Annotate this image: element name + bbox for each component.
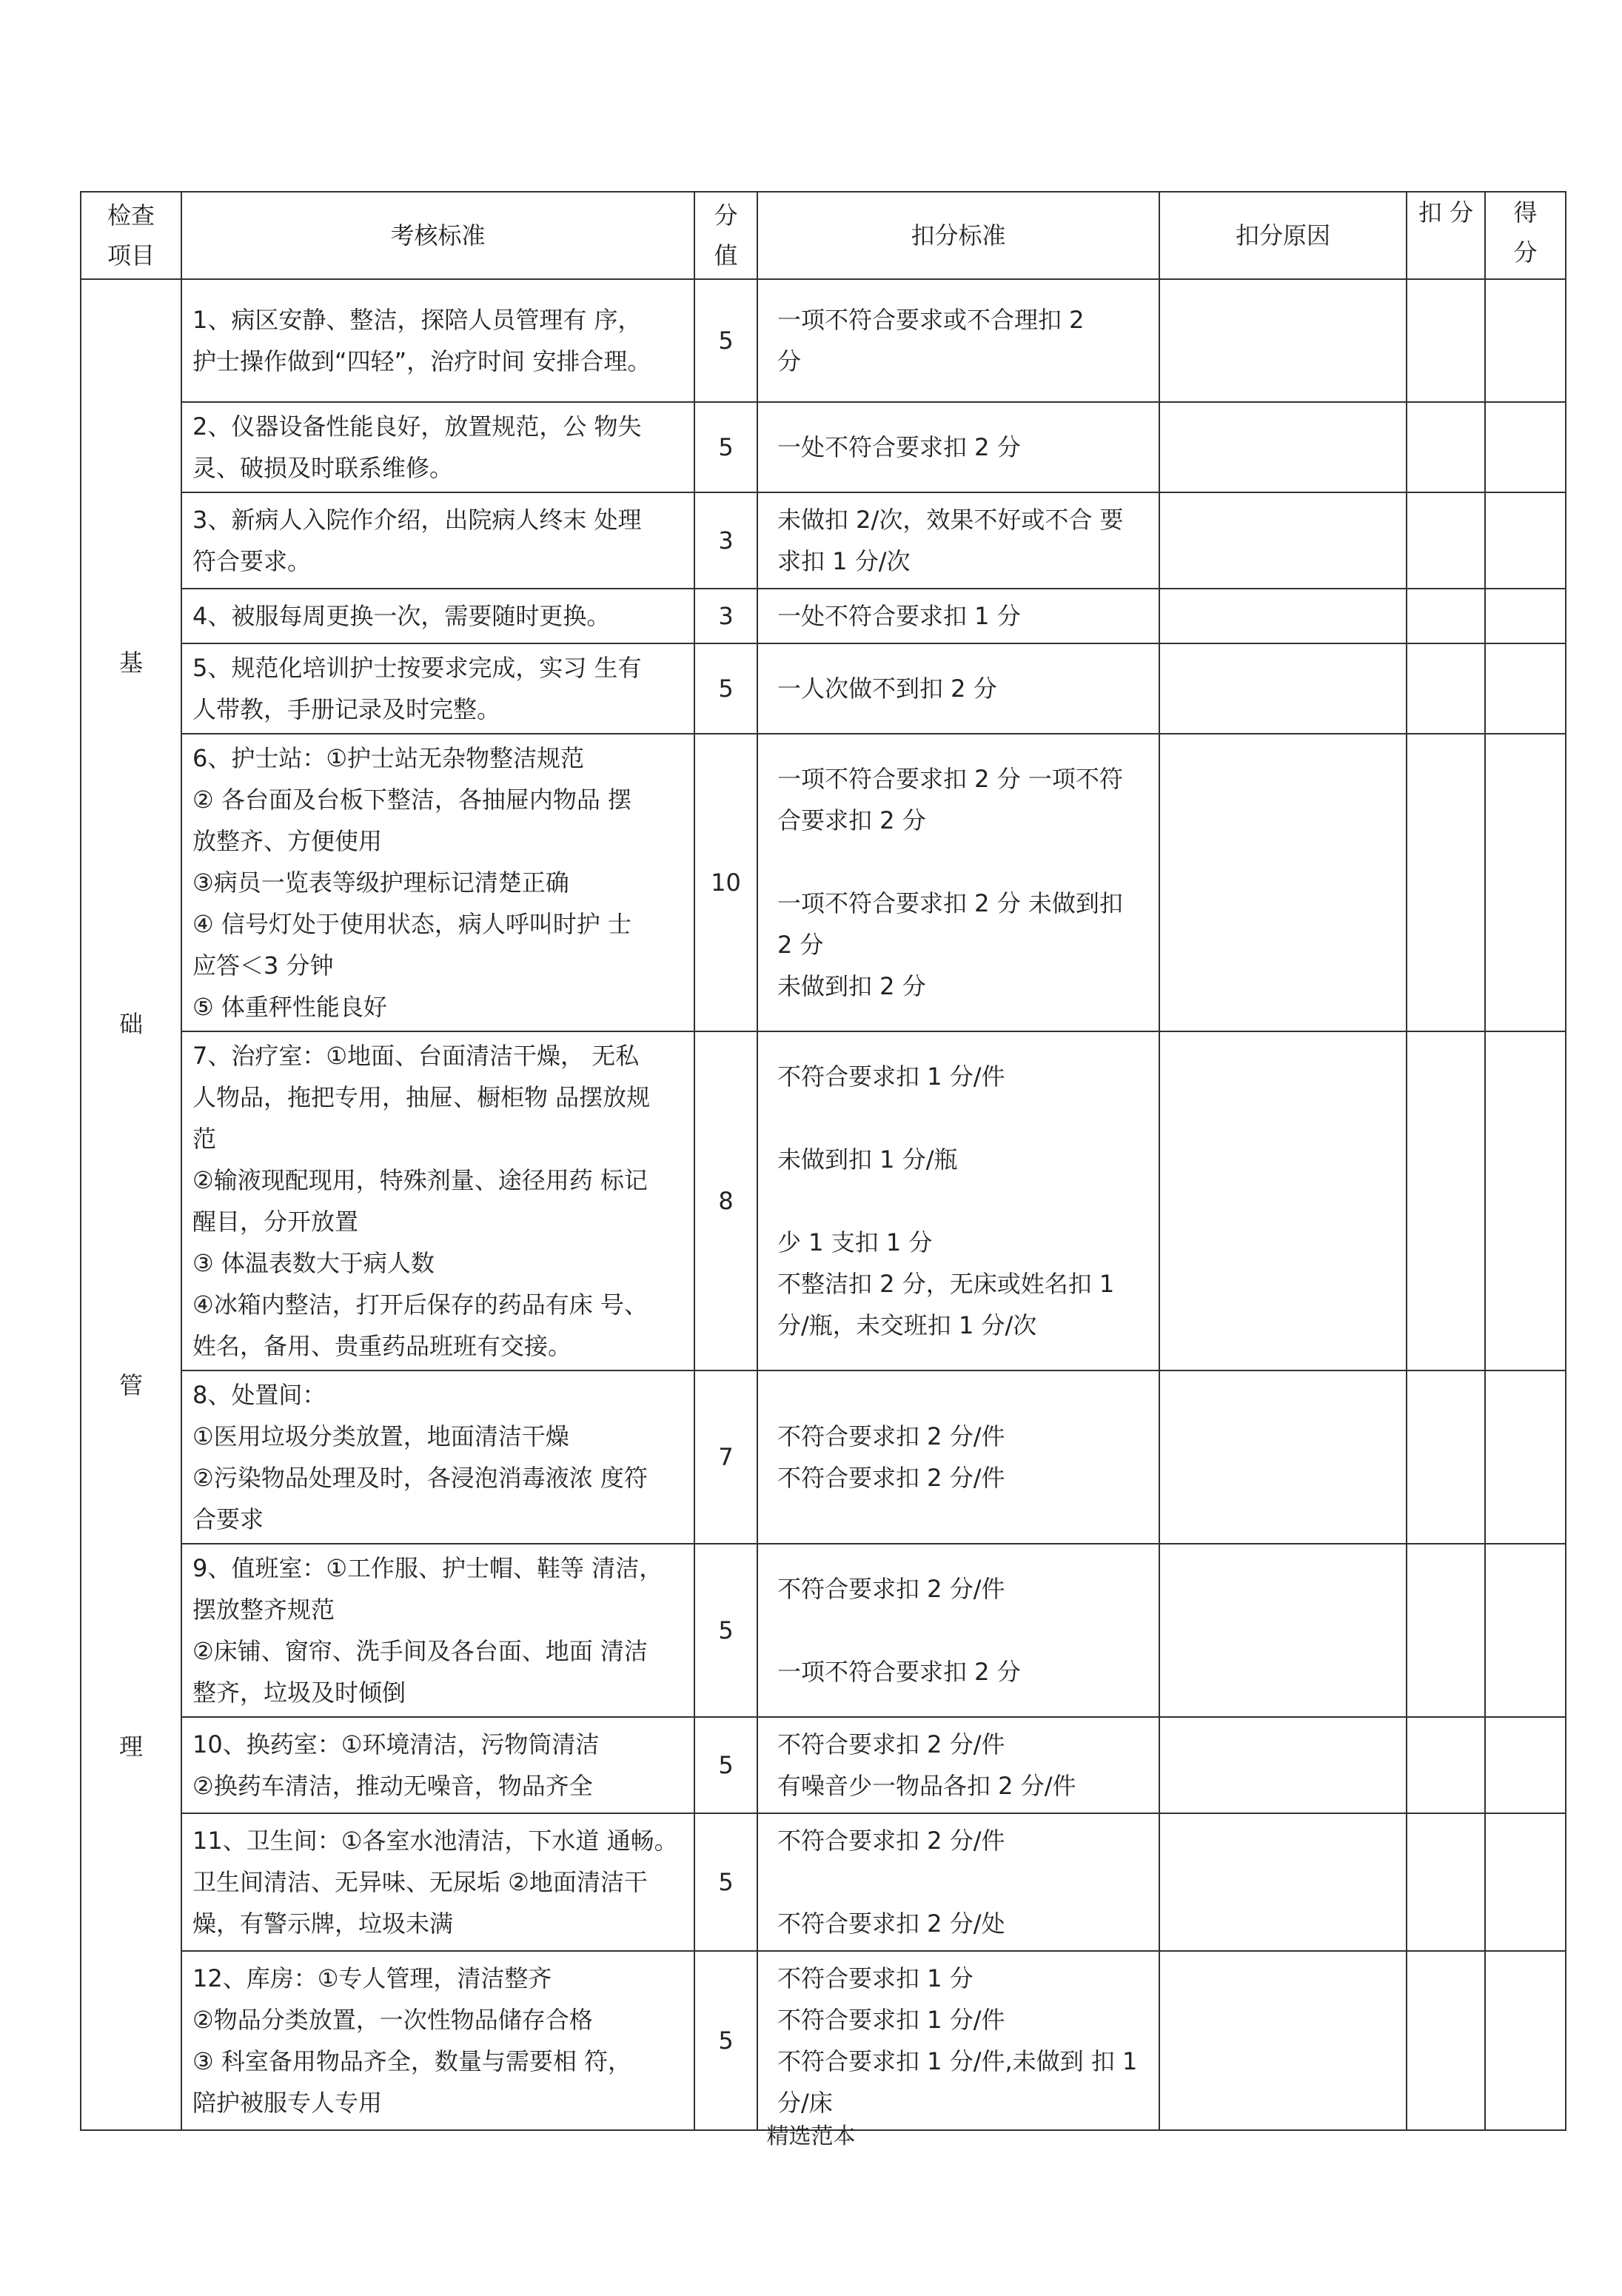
deduct-line: 不符合要求扣 2 分/件 [777,1827,1005,1855]
deduct-standard-cell [757,1813,1159,1951]
table-row [81,589,1566,643]
deduct-line: 不符合要求扣 1 分/件,未做到 扣 1 [777,2047,1138,2075]
deduct-line [777,1097,1150,1139]
standard-line: 5、规范化培训护士按要求完成，实习 生有 [192,654,642,682]
standard-cell [181,402,694,492]
score-cell: 3 [694,589,757,643]
deduct-reason-cell[interactable] [1159,492,1407,589]
deduct-line [777,1861,1150,1903]
deduct-line: 一项不符合要求扣 2 分 未做到扣 [777,889,1123,917]
deduct-line: 分 [777,347,802,375]
category-char: 础 [118,1010,143,1038]
standard-line: 7、治疗室：①地面、台面清洁干燥， 无私 [192,1042,640,1070]
header-deduct-standard: 扣分标准 [757,192,1159,279]
standard-line: 符合要求。 [192,547,312,575]
score-cell: 5 [694,643,757,734]
get-points-cell[interactable] [1485,1544,1566,1717]
deduct-line: 有噪音少一物品各扣 2 分/件 [777,1772,1076,1800]
deduct-line [777,1610,1150,1651]
deduct-reason-cell[interactable] [1159,643,1407,734]
table-row [81,1370,1566,1544]
deduct-reason-cell[interactable] [1159,1951,1407,2130]
table-row [81,402,1566,492]
deduct-standard-cell [757,643,1159,734]
deduct-line: 未做扣 2/次，效果不好或不合 要 [777,506,1124,534]
deduct-standard-cell [757,1717,1159,1813]
deduct-line: 不符合要求扣 1 分/件 [777,2006,1005,2034]
standard-cell [181,1813,694,1951]
header-get: 得 分 [1485,192,1566,279]
deduct-standard-cell [757,492,1159,589]
get-points-cell[interactable] [1485,1370,1566,1544]
deduct-points-cell[interactable] [1407,1717,1485,1813]
standard-line: ⑤ 体重秤性能良好 [192,993,387,1021]
get-points-cell[interactable] [1485,1717,1566,1813]
standard-cell [181,1031,694,1370]
deduct-points-cell[interactable] [1407,1951,1485,2130]
table-row [81,279,1566,402]
get-points-cell[interactable] [1485,1813,1566,1951]
standard-line: 护士操作做到“四轻”，治疗时间 安排合理。 [192,347,651,375]
standard-line: ② 各台面及台板下整洁，各抽屉内物品 摆 [192,786,632,814]
category-char: 基 [118,649,143,677]
deduct-reason-cell[interactable] [1159,1031,1407,1370]
deduct-reason-cell[interactable] [1159,1813,1407,1951]
get-points-cell[interactable] [1485,734,1566,1031]
standard-line: 10、换药室：①环境清洁，污物筒清洁 [192,1730,600,1758]
deduct-reason-cell[interactable] [1159,1370,1407,1544]
header-item: 检查 项目 [81,192,181,279]
category-char: 理 [118,1733,143,1761]
get-points-cell[interactable] [1485,1031,1566,1370]
deduct-reason-cell[interactable] [1159,1717,1407,1813]
get-points-cell[interactable] [1485,1951,1566,2130]
standard-line: 11、卫生间：①各室水池清洁，下水道 通畅。 [192,1827,678,1855]
deduct-reason-cell[interactable] [1159,279,1407,402]
category-label [81,642,181,1767]
standard-line: 1、病区安静、整洁，探陪人员管理有 序， [192,306,642,334]
standard-line: ③病员一览表等级护理标记清楚正确 [192,868,569,897]
deduct-standard-cell [757,1370,1159,1544]
deduct-reason-cell[interactable] [1159,589,1407,643]
header-standard: 考核标准 [181,192,694,279]
standard-line: ②物品分类放置，一次性物品储存合格 [192,2006,593,2034]
get-points-cell[interactable] [1485,492,1566,589]
standard-line: 范 [192,1125,217,1153]
deduct-line: 少 1 支扣 1 分 [777,1228,933,1256]
deduct-standard-cell [757,589,1159,643]
deduct-line [777,1180,1150,1222]
deduct-line: 不符合要求扣 2 分/件 [777,1575,1005,1603]
deduct-line: 一项不符合要求扣 2 分 [777,1658,1021,1686]
score-cell: 7 [694,1370,757,1544]
deduct-line: 不符合要求扣 2 分/件 [777,1730,1005,1758]
deduct-line: 未做到扣 1 分/瓶 [777,1145,958,1174]
deduct-line: 一处不符合要求扣 2 分 [777,433,1021,461]
standard-line: 合要求 [192,1505,264,1533]
deduct-points-cell[interactable] [1407,1813,1485,1951]
standard-line: 摆放整齐规范 [192,1596,335,1624]
standard-cell [181,1544,694,1717]
deduct-points-cell[interactable] [1407,643,1485,734]
score-cell: 5 [694,1951,757,2130]
standard-line: 燥，有警示牌，垃圾未满 [192,1910,454,1938]
get-points-cell[interactable] [1485,589,1566,643]
deduct-line: 分/瓶，未交班扣 1 分/次 [777,1311,1037,1339]
standard-line: 姓名，备用、贵重药品班班有交接。 [192,1332,572,1360]
score-cell: 5 [694,279,757,402]
get-points-cell[interactable] [1485,643,1566,734]
table-row [81,1717,1566,1813]
score-cell: 5 [694,1813,757,1951]
deduct-points-cell[interactable] [1407,402,1485,492]
standard-line: 灵、破损及时联系维修。 [192,454,454,482]
table-row [81,734,1566,1031]
standard-line: ③ 体温表数大于病人数 [192,1249,435,1277]
deduct-standard-cell [757,734,1159,1031]
table-row [81,1031,1566,1370]
deduct-points-cell[interactable] [1407,492,1485,589]
category-cell [81,279,181,2130]
deduct-reason-cell[interactable] [1159,734,1407,1031]
deduct-line [777,841,1150,883]
score-cell: 5 [694,1717,757,1813]
score-cell: 8 [694,1031,757,1370]
deduct-line: 不符合要求扣 1 分 [777,1964,973,1992]
deduct-standard-cell [757,1544,1159,1717]
standard-cell [181,643,694,734]
header-deduct: 扣 分 [1407,192,1485,279]
standard-line: ③ 科室备用物品齐全，数量与需要相 符， [192,2047,632,2075]
inspection-table [80,191,1566,2131]
score-cell: 3 [694,492,757,589]
standard-line: 陪护被服专人专用 [192,2089,383,2117]
deduct-standard-cell [757,1031,1159,1370]
deduct-line: 不符合要求扣 2 分/件 [777,1422,1005,1450]
standard-line: 卫生间清洁、无异味、无尿垢 ②地面清洁干 [192,1868,648,1896]
deduct-line: 不整洁扣 2 分，无床或姓名扣 1 [777,1270,1115,1298]
deduct-line: 未做到扣 2 分 [777,972,926,1000]
standard-line: 12、库房：①专人管理，清洁整齐 [192,1964,552,1992]
deduct-points-cell[interactable] [1407,1544,1485,1717]
score-cell: 5 [694,402,757,492]
standard-line: 3、新病人入院作介绍，出院病人终末 处理 [192,506,642,534]
standard-line: ①医用垃圾分类放置，地面清洁干燥 [192,1422,569,1450]
standard-line: 放整齐、方便使用 [192,827,383,855]
standard-line: ④冰箱内整洁，打开后保存的药品有床 号、 [192,1291,648,1319]
deduct-line: 一项不符合要求扣 2 分 一项不符 [777,765,1123,793]
table-row [81,1951,1566,2130]
header-score: 分 值 [694,192,757,279]
deduct-points-cell[interactable] [1407,1370,1485,1544]
deduct-reason-cell[interactable] [1159,402,1407,492]
standard-line: 人带教，手册记录及时完整。 [192,695,501,723]
standard-line: 6、护士站：①护士站无杂物整洁规范 [192,744,585,772]
deduct-reason-cell[interactable] [1159,1544,1407,1717]
standard-line: 醒目，分开放置 [192,1208,359,1236]
standard-cell [181,492,694,589]
standard-line: ②污染物品处理及时，各浸泡消毒液浓 度符 [192,1464,648,1492]
deduct-line: 求扣 1 分/次 [777,547,911,575]
score-cell: 5 [694,1544,757,1717]
table-row [81,1813,1566,1951]
standard-line: ②输液现配现用，特殊剂量、途径用药 标记 [192,1166,648,1194]
deduct-line: 不符合要求扣 2 分/件 [777,1464,1005,1492]
standard-line: 应答＜3 分钟 [192,951,334,980]
deduct-line: 不符合要求扣 2 分/处 [777,1910,1005,1938]
standard-line: ②换药车清洁，推动无噪音，物品齐全 [192,1772,593,1800]
table-row [81,643,1566,734]
standard-cell [181,589,694,643]
deduct-line: 分/床 [777,2089,833,2117]
standard-line: ④ 信号灯处于使用状态，病人呼叫时护 士 [192,910,632,938]
table-row [81,492,1566,589]
deduct-line: 合要求扣 2 分 [777,806,926,834]
standard-cell [181,734,694,1031]
table-row [81,1544,1566,1717]
deduct-line: 2 分 [777,931,824,959]
get-points-cell[interactable] [1485,402,1566,492]
standard-cell [181,1951,694,2130]
deduct-line: 一项不符合要求或不合理扣 2 [777,306,1085,334]
deduct-standard-cell [757,1951,1159,2130]
standard-line: 2、仪器设备性能良好，放置规范，公 物失 [192,412,642,441]
deduct-line: 不符合要求扣 1 分/件 [777,1062,1005,1091]
standard-cell [181,1717,694,1813]
score-cell: 10 [694,734,757,1031]
standard-line: 9、值班室：①工作服、护士帽、鞋等 清洁， [192,1554,663,1582]
deduct-points-cell[interactable] [1407,1031,1485,1370]
standard-cell [181,279,694,402]
deduct-points-cell[interactable] [1407,734,1485,1031]
header-deduct-reason: 扣分原因 [1159,192,1407,279]
standard-line: 人物品，拖把专用，抽屉、橱柜物 品摆放规 [192,1083,651,1111]
deduct-points-cell[interactable] [1407,279,1485,402]
deduct-points-cell[interactable] [1407,589,1485,643]
standard-line: 8、处置间： [192,1381,326,1409]
standard-line: 整齐，垃圾及时倾倒 [192,1679,406,1707]
deduct-line: 一处不符合要求扣 1 分 [777,602,1021,630]
deduct-standard-cell [757,279,1159,402]
category-char: 管 [118,1371,143,1399]
get-points-cell[interactable] [1485,279,1566,402]
page-footer: 精选范本 [766,2123,856,2149]
deduct-line: 一人次做不到扣 2 分 [777,675,997,703]
standard-line: 4、被服每周更换一次，需要随时更换。 [192,602,611,630]
standard-cell [181,1370,694,1544]
standard-line: ②床铺、窗帘、洗手间及各台面、地面 清洁 [192,1637,648,1665]
header-row [81,192,1566,279]
deduct-standard-cell [757,402,1159,492]
